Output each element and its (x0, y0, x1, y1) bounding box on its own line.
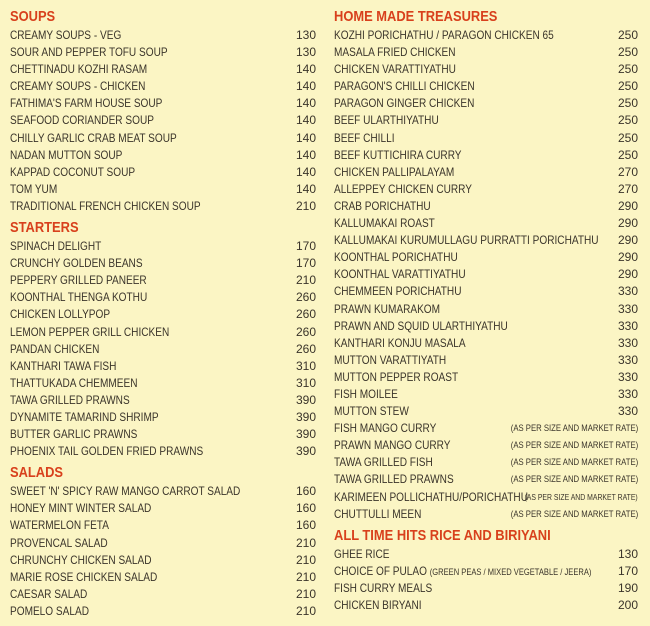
item-price: 290 (617, 233, 638, 248)
item-name-text: MUTTON STEW (334, 404, 409, 419)
menu-item (334, 471, 638, 488)
item-name (334, 130, 395, 147)
menu-item (10, 289, 316, 306)
menu-item (334, 335, 638, 352)
item-name (334, 403, 409, 420)
item-name (334, 147, 462, 164)
item-name (10, 61, 147, 78)
item-options: (GREEN PEAS / MIXED VEGETABLE / JEERA) (429, 566, 592, 577)
item-price: 170 (295, 256, 316, 271)
item-name (334, 95, 474, 112)
item-name (10, 409, 159, 426)
section-title: STARTERS (10, 219, 79, 237)
menu-item (10, 198, 316, 215)
menu-item (334, 266, 638, 283)
menu-item (334, 489, 638, 506)
item-name (10, 78, 145, 95)
menu-item (10, 535, 316, 552)
item-name-text: PARAGON'S CHILLI CHICKEN (334, 79, 475, 94)
menu-item (10, 44, 316, 61)
item-name-text: TAWA GRILLED FISH (334, 455, 433, 470)
item-name (10, 517, 109, 534)
item-price: 140 (295, 96, 316, 111)
item-price: 160 (295, 501, 316, 516)
section-title: SALADS (10, 464, 64, 482)
item-name-text: DYNAMITE TAMARIND SHRIMP (10, 409, 159, 424)
menu-item (10, 112, 316, 129)
item-price: 140 (295, 181, 316, 196)
menu-item (334, 78, 638, 95)
item-name-text: CREAMY SOUPS - CHICKEN (10, 79, 146, 94)
item-name-text: CHICKEN VARATTIYATHU (334, 62, 456, 77)
item-price: 140 (295, 113, 316, 128)
menu-item (10, 375, 316, 392)
item-name (10, 44, 168, 61)
item-name (334, 44, 456, 61)
item-name (334, 198, 431, 215)
item-price: 140 (295, 130, 316, 145)
item-name (334, 215, 435, 232)
item-name-text: CHILLY GARLIC CRAB MEAT SOUP (10, 130, 177, 145)
item-name (10, 181, 57, 198)
item-name (334, 546, 389, 563)
item-name-text: KOZHI PORICHATHU / PARAGON CHICKEN 65 (334, 28, 554, 42)
item-price-note: (AS PER SIZE AND MARKET RATE) (524, 492, 638, 502)
item-price: 250 (617, 28, 638, 42)
item-price: 140 (295, 164, 316, 179)
menu-item (10, 483, 316, 500)
menu-item (334, 130, 638, 147)
section-title: ALL TIME HITS RICE AND BIRIYANI (334, 526, 551, 544)
item-price-note: (AS PER SIZE AND MARKET RATE) (510, 457, 638, 468)
item-price: 330 (617, 369, 638, 384)
item-name (334, 27, 554, 44)
item-name-text: CHUTTULLI MEEN (334, 506, 422, 521)
item-price: 330 (617, 301, 638, 316)
item-name (10, 306, 110, 323)
menu-item (334, 437, 638, 454)
menu-item (10, 78, 316, 95)
menu-item (334, 232, 638, 249)
item-price: 260 (295, 341, 316, 356)
menu-item (10, 238, 316, 255)
item-name-text: CREAMY SOUPS - VEG (10, 28, 122, 42)
item-price: 390 (295, 444, 316, 459)
item-name (10, 272, 147, 289)
item-name (10, 112, 154, 129)
item-price: 170 (295, 239, 316, 254)
item-price: 260 (295, 290, 316, 305)
item-name (334, 369, 458, 386)
menu-item (334, 147, 638, 164)
item-price: 130 (295, 28, 316, 42)
menu-item (10, 409, 316, 426)
menu-item (334, 198, 638, 215)
item-name-text: MASALA FRIED CHICKEN (334, 45, 456, 60)
item-name-text: PARAGON GINGER CHICKEN (334, 96, 475, 111)
item-name (10, 586, 87, 603)
item-name (10, 147, 122, 164)
item-price: 140 (295, 147, 316, 162)
item-name-text: CHETTINADU KOZHI RASAM (10, 62, 148, 77)
item-name-text: SEAFOOD CORIANDER SOUP (10, 113, 154, 128)
section-title: HOME MADE TREASURES (334, 8, 498, 25)
item-name (334, 335, 466, 352)
item-price-note: (AS PER SIZE AND MARKET RATE) (510, 423, 638, 434)
item-name (334, 489, 528, 506)
item-name-text: CAESAR SALAD (10, 586, 88, 601)
item-name (10, 238, 101, 255)
item-name (334, 471, 454, 488)
item-name-text: PROVENCAL SALAD (10, 535, 108, 550)
menu-item (10, 603, 316, 620)
item-name-text: BUTTER GARLIC PRAWNS (10, 427, 138, 442)
menu-item (334, 352, 638, 369)
item-price: 330 (617, 335, 638, 350)
item-name (10, 198, 201, 215)
menu-item (334, 506, 638, 523)
item-name-text: SWEET 'N' SPICY RAW MANGO CARROT SALAD (10, 484, 241, 499)
item-name (10, 500, 151, 517)
item-name-text: CRUNCHY GOLDEN BEANS (10, 256, 143, 271)
menu-item (334, 580, 638, 597)
item-name (10, 552, 152, 569)
item-price: 160 (295, 484, 316, 499)
menu-item (334, 61, 638, 78)
item-price: 210 (295, 586, 316, 601)
item-name (334, 352, 446, 369)
item-name-text: CHICKEN BIRYANI (334, 598, 422, 612)
item-price: 390 (295, 409, 316, 424)
item-price: 140 (295, 79, 316, 94)
item-price: 290 (617, 267, 638, 282)
section-heading (334, 526, 638, 546)
menu-item (334, 95, 638, 112)
menu-item (10, 392, 316, 409)
item-price: 390 (295, 427, 316, 442)
item-name-text: SOUR AND PEPPER TOFU SOUP (10, 45, 168, 60)
menu-item (334, 386, 638, 403)
menu-item (334, 403, 638, 420)
item-name (334, 232, 599, 249)
menu-item (10, 255, 316, 272)
item-price: 290 (617, 250, 638, 265)
item-price: 290 (617, 216, 638, 231)
menu-item (10, 306, 316, 323)
menu-item (334, 44, 638, 61)
item-name (10, 130, 177, 147)
item-price: 330 (617, 386, 638, 401)
menu-item (334, 563, 638, 580)
menu-item (334, 249, 638, 266)
item-name (334, 181, 472, 198)
item-price: 160 (295, 518, 316, 533)
menu-item (334, 454, 638, 471)
item-name (334, 318, 508, 335)
item-name (334, 386, 398, 403)
item-name (10, 375, 138, 392)
item-name-text: ALLEPPEY CHICKEN CURRY (334, 181, 472, 196)
item-name-text: CHOICE OF PULAO (334, 563, 427, 578)
menu-item (334, 164, 638, 181)
item-name-text: KARIMEEN POLLICHATHU/PORICHATHU (334, 489, 528, 504)
item-name-text: BEEF CHILLI (334, 130, 395, 145)
menu-item (334, 283, 638, 300)
menu-item (10, 569, 316, 586)
menu-item (10, 426, 316, 443)
menu-item (334, 369, 638, 386)
item-name-text: TAWA GRILLED PRAWNS (334, 472, 454, 487)
item-name-text: FATHIMA'S FARM HOUSE SOUP (10, 96, 163, 111)
item-name-text: FISH MOILEE (334, 386, 398, 401)
item-price: 250 (617, 130, 638, 145)
item-price: 250 (617, 62, 638, 77)
item-name (334, 266, 466, 283)
item-price-note: (AS PER SIZE AND MARKET RATE) (510, 508, 638, 519)
item-price: 250 (617, 96, 638, 111)
item-name (10, 358, 116, 375)
item-name-text: FISH MANGO CURRY (334, 421, 437, 436)
menu-item (10, 272, 316, 289)
menu-item (334, 546, 638, 563)
item-name (10, 535, 108, 552)
item-name-text: SPINACH DELIGHT (10, 239, 102, 254)
item-name (334, 164, 454, 181)
item-name (10, 443, 203, 460)
item-price: 210 (295, 273, 316, 288)
item-price: 390 (295, 392, 316, 407)
item-price-note: (AS PER SIZE AND MARKET RATE) (510, 440, 638, 451)
item-name-text: KALLUMAKAI ROAST (334, 216, 435, 231)
menu-item (334, 215, 638, 232)
item-name (10, 392, 130, 409)
item-name (10, 27, 121, 44)
item-price: 250 (617, 147, 638, 162)
item-name (10, 341, 99, 358)
menu-item (10, 130, 316, 147)
item-name (334, 112, 439, 129)
item-name (10, 95, 162, 112)
item-name-text: KANTHARI KONJU MASALA (334, 335, 466, 350)
menu-item (10, 517, 316, 534)
item-price: 130 (617, 546, 638, 561)
item-price: 260 (295, 324, 316, 339)
item-price: 210 (295, 603, 316, 618)
item-name-text: MARIE ROSE CHICKEN SALAD (10, 569, 158, 584)
item-name-text: HONEY MINT WINTER SALAD (10, 501, 152, 516)
item-name-text: POMELO SALAD (10, 603, 89, 618)
section-heading (334, 7, 638, 27)
item-name-text: KOONTHAL PORICHATHU (334, 250, 458, 265)
item-price: 210 (295, 552, 316, 567)
item-name (334, 249, 458, 266)
item-name (10, 289, 147, 306)
item-price: 200 (617, 598, 638, 612)
item-price: 140 (295, 62, 316, 77)
item-name-text: CHEMMEEN PORICHATHU (334, 284, 462, 299)
item-name-text: WATERMELON FETA (10, 518, 109, 533)
item-name-text: CRAB PORICHATHU (334, 198, 431, 213)
item-price: 210 (295, 198, 316, 213)
item-name-text: KOONTHAL THENGA KOTHU (10, 290, 148, 305)
item-name-text: PHOENIX TAIL GOLDEN FRIED PRAWNS (10, 444, 204, 459)
item-name-text: CHICKEN PALLIPALAYAM (334, 164, 455, 179)
item-name (334, 420, 436, 437)
menu-item (334, 112, 638, 129)
section-heading (10, 463, 316, 483)
item-name-text: GHEE RICE (334, 546, 390, 561)
item-name-text: PRAWN MANGO CURRY (334, 438, 451, 453)
menu-item (10, 443, 316, 460)
item-name (334, 301, 440, 318)
menu-item (10, 586, 316, 603)
item-name (334, 506, 421, 523)
menu-item (334, 181, 638, 198)
item-name-text: MUTTON PEPPER ROAST (334, 369, 459, 384)
section-heading (10, 7, 316, 27)
item-name-text: TRADITIONAL FRENCH CHICKEN SOUP (10, 198, 201, 213)
item-price: 330 (617, 284, 638, 299)
item-name-text: PRAWN AND SQUID ULARTHIYATHU (334, 318, 508, 333)
item-name (10, 603, 89, 620)
item-name-text: BEEF KUTTICHIRA CURRY (334, 147, 462, 162)
item-price: 310 (295, 358, 316, 373)
menu-item (10, 552, 316, 569)
item-price: 210 (295, 535, 316, 550)
item-name (334, 454, 433, 471)
item-name-text: KANTHARI TAWA FISH (10, 358, 117, 373)
menu-item (334, 27, 638, 44)
item-price: 260 (295, 307, 316, 322)
item-price: 250 (617, 113, 638, 128)
item-name-text: TOM YUM (10, 181, 58, 196)
item-name-text: KOONTHAL VARATTIYATHU (334, 267, 466, 282)
item-price: 310 (295, 375, 316, 390)
item-name-text: PRAWN KUMARAKOM (334, 301, 441, 316)
menu-item (10, 500, 316, 517)
menu-item (10, 95, 316, 112)
item-price: 210 (295, 569, 316, 584)
item-price: 130 (295, 45, 316, 60)
section-heading (10, 218, 316, 238)
item-price: 330 (617, 352, 638, 367)
menu-item (10, 27, 316, 44)
menu-item (334, 420, 638, 437)
item-price: 330 (617, 404, 638, 419)
section-title: SOUPS (10, 8, 56, 25)
item-name (334, 597, 422, 614)
item-name (10, 569, 157, 586)
menu-item (334, 318, 638, 335)
item-name (334, 283, 461, 300)
item-name (334, 78, 475, 95)
item-price: 270 (617, 181, 638, 196)
item-price: 250 (617, 45, 638, 60)
item-name (10, 324, 169, 341)
menu-item (334, 301, 638, 318)
menu-item (10, 164, 316, 181)
item-price: 190 (617, 580, 638, 595)
item-name-text: FISH CURRY MEALS (334, 580, 433, 595)
menu-item (10, 147, 316, 164)
menu-item (10, 341, 316, 358)
menu-column-left (10, 7, 316, 620)
item-price: 250 (617, 79, 638, 94)
item-name (10, 483, 240, 500)
item-price: 290 (617, 198, 638, 213)
item-price: 270 (617, 164, 638, 179)
item-price: 170 (617, 563, 638, 578)
item-name (334, 437, 450, 454)
item-name (10, 426, 137, 443)
item-name (10, 255, 143, 272)
item-name-text: KAPPAD COCONUT SOUP (10, 164, 136, 179)
item-name-text: CHICKEN LOLLYPOP (10, 307, 111, 322)
menu-item (10, 61, 316, 78)
item-name-text: THATTUKADA CHEMMEEN (10, 375, 138, 390)
item-name-text: CHRUNCHY CHICKEN SALAD (10, 552, 152, 567)
item-name-text: LEMON PEPPER GRILL CHICKEN (10, 324, 170, 339)
item-name-text: PEPPERY GRILLED PANEER (10, 273, 147, 288)
item-name (334, 563, 591, 581)
item-name (334, 580, 432, 597)
item-price: 330 (617, 318, 638, 333)
menu-item (334, 597, 638, 614)
item-name (10, 164, 135, 181)
item-name-text: NADAN MUTTON SOUP (10, 147, 123, 162)
item-name-text: TAWA GRILLED PRAWNS (10, 392, 130, 407)
item-name-text: PANDAN CHICKEN (10, 341, 100, 356)
item-name-text: KALLUMAKAI KURUMULLAGU PURRATTI PORICHATHU (334, 233, 599, 248)
item-name-text: MUTTON VARATTIYATH (334, 352, 447, 367)
item-price-note: (AS PER SIZE AND MARKET RATE) (510, 474, 638, 485)
menu-column-right (334, 7, 638, 614)
menu-item (10, 181, 316, 198)
item-name-text: BEEF ULARTHIYATHU (334, 113, 439, 128)
item-name (334, 61, 456, 78)
menu-item (10, 358, 316, 375)
menu-item (10, 324, 316, 341)
